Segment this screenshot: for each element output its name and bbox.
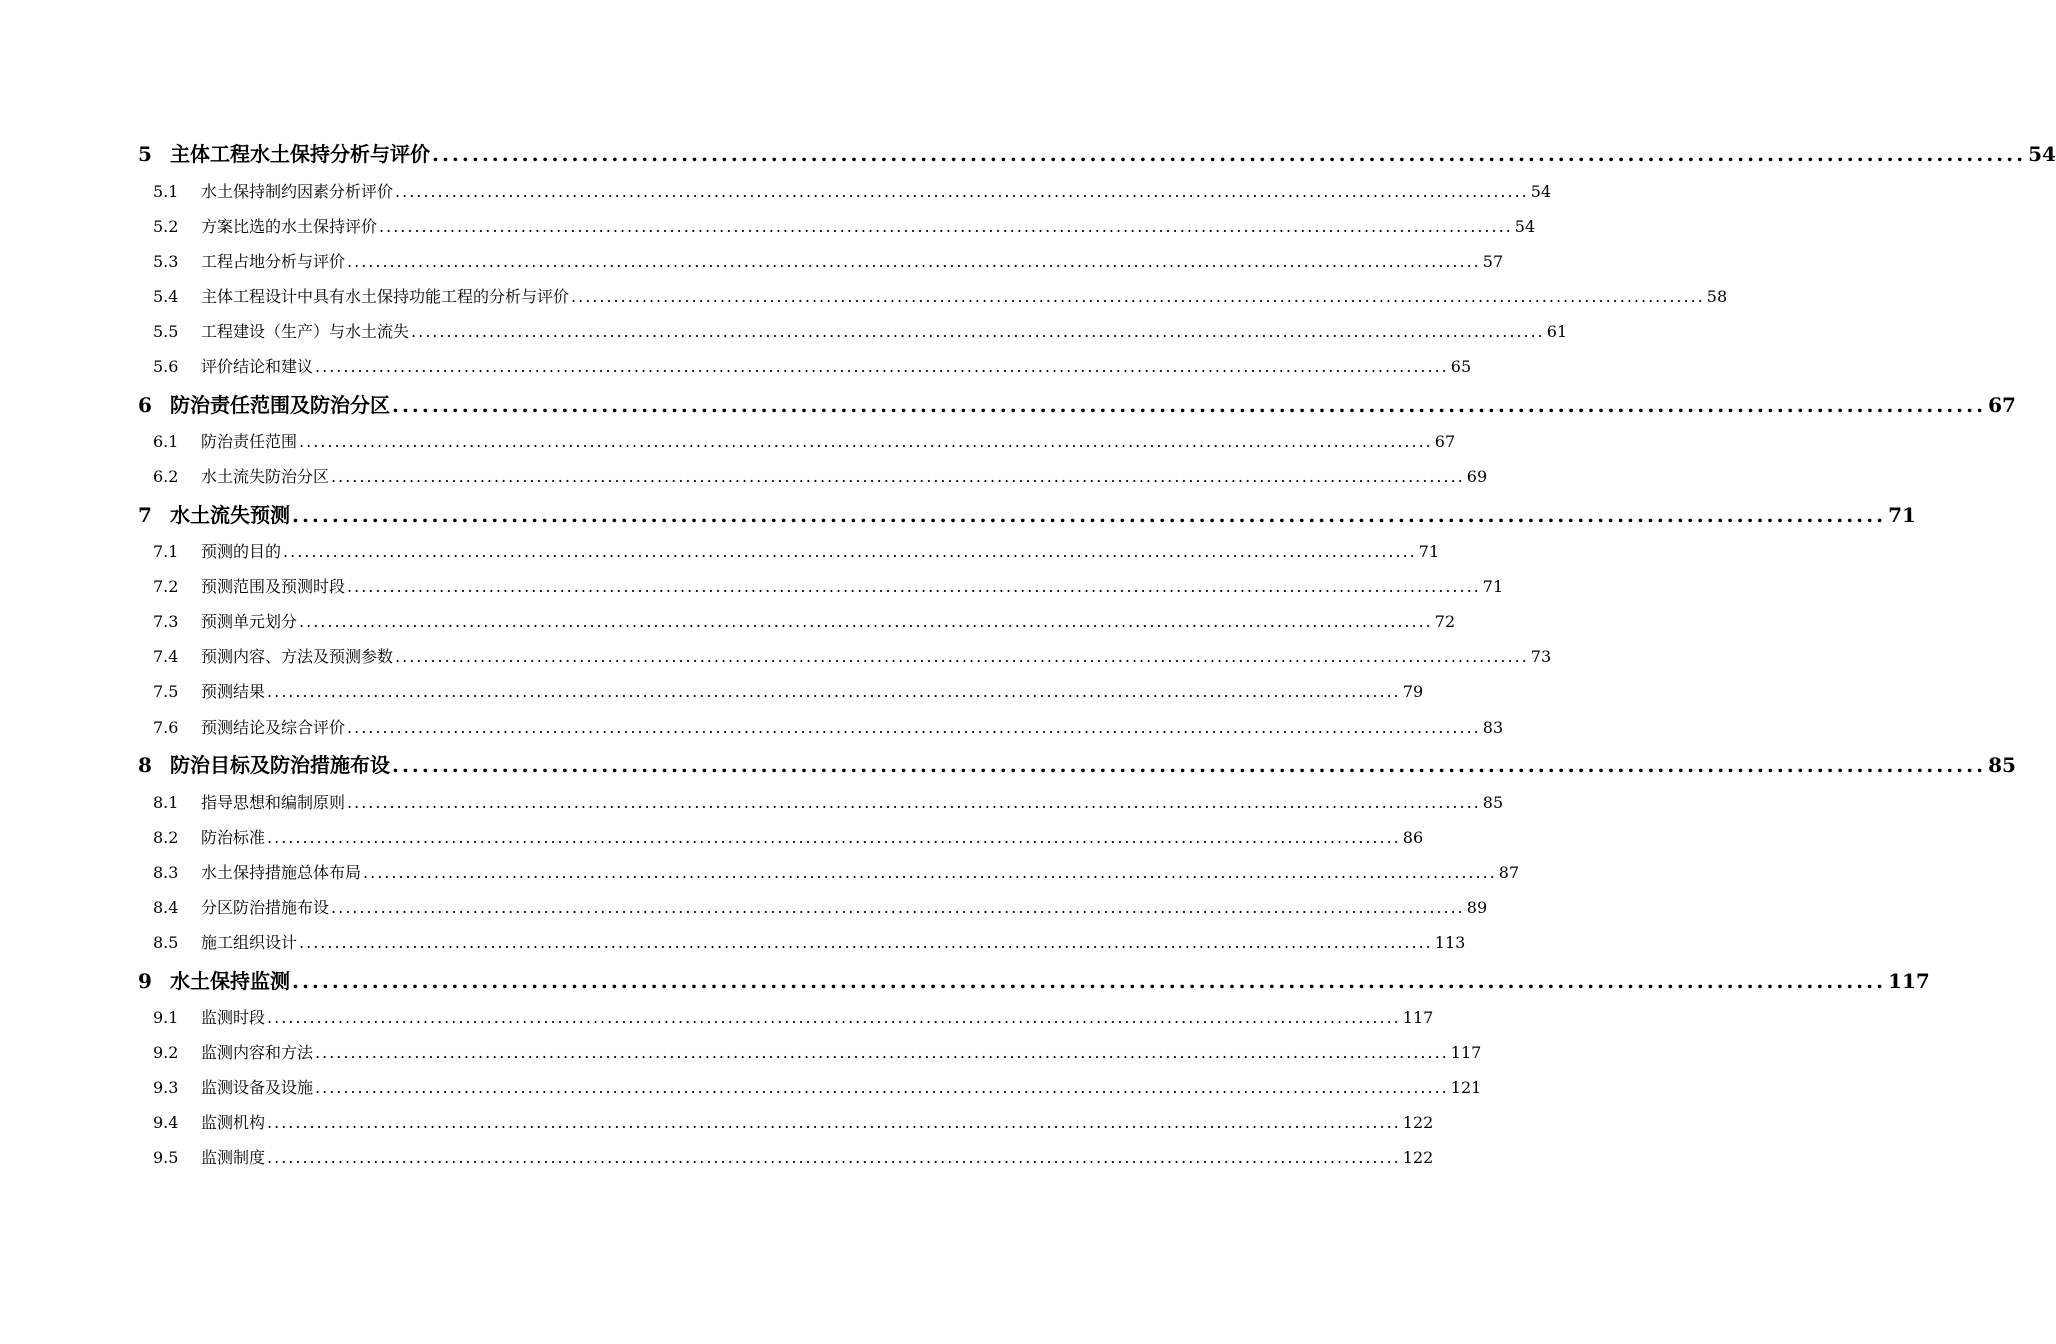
toc-section-entry[interactable] xyxy=(153,715,1504,741)
toc-section-entry[interactable] xyxy=(153,429,1456,455)
toc-entry-number: 9.5 xyxy=(153,1148,179,1167)
toc-entry-number: 8.2 xyxy=(153,828,179,847)
toc-chapter-entry[interactable] xyxy=(138,499,1916,529)
toc-entry-title: 指导思想和编制原则 xyxy=(201,793,346,812)
toc-dot-leader: ................................................................................................................................................................ xyxy=(347,793,1481,812)
toc-dot-leader: ................................................................................................................................................................ xyxy=(392,393,1987,417)
toc-entry-number: 7.6 xyxy=(153,718,179,737)
toc-entry-number: 5.4 xyxy=(153,287,179,306)
toc-section-entry[interactable] xyxy=(153,790,1504,816)
toc-entry-title: 主体工程设计中具有水土保持功能工程的分析与评价 xyxy=(201,287,570,306)
toc-section-entry[interactable] xyxy=(153,539,1440,565)
toc-dot-leader: ................................................................................................................................................................ xyxy=(292,503,1887,527)
toc-entry-number: 8.4 xyxy=(153,898,179,917)
toc-entry-number: 9.4 xyxy=(153,1113,179,1132)
toc-entry-title: 预测单元划分 xyxy=(201,612,298,631)
toc-page-number: 117 xyxy=(1450,1043,1482,1062)
toc-page-number: 121 xyxy=(1450,1078,1482,1097)
toc-entry-number: 5.1 xyxy=(153,182,179,201)
toc-page-number: 117 xyxy=(1888,969,1930,993)
toc-page-number: 71 xyxy=(1888,503,1916,527)
toc-page-number: 58 xyxy=(1706,287,1728,306)
toc-dot-leader: ................................................................................................................................................................ xyxy=(292,969,1887,993)
toc-entry-number: 6.2 xyxy=(153,467,179,486)
toc-chapter-entry[interactable] xyxy=(138,965,1930,995)
toc-dot-leader: ................................................................................................................................................................ xyxy=(395,182,1529,201)
toc-dot-leader: ................................................................................................................................................................ xyxy=(571,287,1705,306)
toc-chapter-entry[interactable] xyxy=(138,138,2056,168)
toc-dot-leader: ................................................................................................................................................................ xyxy=(267,1113,1401,1132)
toc-page-number: 85 xyxy=(1988,753,2016,777)
toc-dot-leader: ................................................................................................................................................................ xyxy=(379,217,1513,236)
toc-entry-number: 5.2 xyxy=(153,217,179,236)
toc-section-entry[interactable] xyxy=(153,860,1520,886)
toc-dot-leader: ................................................................................................................................................................ xyxy=(392,753,1987,777)
toc-section-entry[interactable] xyxy=(153,1040,1482,1066)
toc-page-number: 67 xyxy=(1434,432,1456,451)
toc-entry-title: 分区防治措施布设 xyxy=(201,898,330,917)
toc-entry-number: 6 xyxy=(138,393,152,417)
toc-page-number: 122 xyxy=(1402,1113,1434,1132)
toc-dot-leader: ................................................................................................................................................................ xyxy=(347,252,1481,271)
toc-section-entry[interactable] xyxy=(153,1005,1434,1031)
toc-entry-number: 7.3 xyxy=(153,612,179,631)
toc-dot-leader: ................................................................................................................................................................ xyxy=(315,1078,1449,1097)
toc-page-number: 54 xyxy=(1514,217,1536,236)
toc-dot-leader: ................................................................................................................................................................ xyxy=(395,647,1529,666)
toc-entry-title: 防治目标及防治措施布设 xyxy=(170,753,390,777)
toc-section-entry[interactable] xyxy=(153,214,1536,240)
toc-page-number: 83 xyxy=(1482,718,1504,737)
toc-entry-title: 水土保持监测 xyxy=(170,969,290,993)
toc-entry-number: 5.5 xyxy=(153,322,179,341)
toc-entry-title: 防治责任范围 xyxy=(201,432,298,451)
toc-chapter-entry[interactable] xyxy=(138,749,2016,779)
toc-entry-number: 9 xyxy=(138,969,152,993)
toc-entry-number: 7.4 xyxy=(153,647,179,666)
toc-section-entry[interactable] xyxy=(153,825,1424,851)
toc-dot-leader: ................................................................................................................................................................ xyxy=(267,1148,1401,1167)
toc-dot-leader: ................................................................................................................................................................ xyxy=(347,577,1481,596)
toc-page-number: 85 xyxy=(1482,793,1504,812)
toc-entry-title: 监测机构 xyxy=(201,1113,266,1132)
toc-entry-title: 预测的目的 xyxy=(201,542,282,561)
toc-section-entry[interactable] xyxy=(153,679,1424,705)
toc-section-entry[interactable] xyxy=(153,249,1504,275)
toc-entry-title: 防治标准 xyxy=(201,828,266,847)
toc-dot-leader: ................................................................................................................................................................ xyxy=(315,1043,1449,1062)
toc-entry-title: 预测结论及综合评价 xyxy=(201,718,346,737)
toc-page-number: 54 xyxy=(2028,142,2056,166)
toc-section-entry[interactable] xyxy=(153,1145,1434,1171)
toc-dot-leader: ................................................................................................................................................................ xyxy=(299,933,1433,952)
toc-dot-leader: ................................................................................................................................................................ xyxy=(299,432,1433,451)
toc-page-number: 79 xyxy=(1402,682,1424,701)
toc-entry-title: 水土流失防治分区 xyxy=(201,467,330,486)
toc-page-number: 67 xyxy=(1988,393,2016,417)
toc-dot-leader: ................................................................................................................................................................ xyxy=(299,612,1433,631)
toc-entry-number: 8.5 xyxy=(153,933,179,952)
toc-section-entry[interactable] xyxy=(153,1075,1482,1101)
toc-page-number: 89 xyxy=(1466,898,1488,917)
toc-entry-number: 8.1 xyxy=(153,793,179,812)
toc-page-number: 122 xyxy=(1402,1148,1434,1167)
toc-entry-title: 工程建设（生产）与水土流失 xyxy=(201,322,410,341)
toc-section-entry[interactable] xyxy=(153,464,1488,490)
toc-section-entry[interactable] xyxy=(153,644,1552,670)
toc-entry-number: 7 xyxy=(138,503,152,527)
toc-entry-title: 监测内容和方法 xyxy=(201,1043,314,1062)
toc-section-entry[interactable] xyxy=(153,895,1488,921)
toc-dot-leader: ................................................................................................................................................................ xyxy=(347,718,1481,737)
toc-dot-leader: ................................................................................................................................................................ xyxy=(315,357,1449,376)
toc-entry-title: 主体工程水土保持分析与评价 xyxy=(170,142,430,166)
toc-page-number: 73 xyxy=(1530,647,1552,666)
toc-dot-leader: ................................................................................................................................................................ xyxy=(432,142,2027,166)
toc-entry-title: 施工组织设计 xyxy=(201,933,298,952)
toc-page-number: 86 xyxy=(1402,828,1424,847)
toc-entry-title: 方案比选的水土保持评价 xyxy=(201,217,378,236)
toc-section-entry[interactable] xyxy=(153,930,1466,956)
toc-entry-title: 水土保持制约因素分析评价 xyxy=(201,182,394,201)
toc-entry-number: 9.2 xyxy=(153,1043,179,1062)
toc-entry-number: 5.6 xyxy=(153,357,179,376)
toc-section-entry[interactable] xyxy=(153,179,1552,205)
toc-page-number: 71 xyxy=(1418,542,1440,561)
toc-entry-title: 评价结论和建议 xyxy=(201,357,314,376)
toc-page-number: 117 xyxy=(1402,1008,1434,1027)
toc-page-number: 69 xyxy=(1466,467,1488,486)
toc-entry-title: 监测时段 xyxy=(201,1008,266,1027)
toc-entry-number: 5 xyxy=(138,142,152,166)
toc-page-number: 71 xyxy=(1482,577,1504,596)
toc-entry-number: 9.3 xyxy=(153,1078,179,1097)
toc-dot-leader: ................................................................................................................................................................ xyxy=(267,682,1401,701)
toc-dot-leader: ................................................................................................................................................................ xyxy=(267,1008,1401,1027)
toc-section-entry[interactable] xyxy=(153,574,1504,600)
toc-dot-leader: ................................................................................................................................................................ xyxy=(331,898,1465,917)
toc-entry-title: 预测范围及预测时段 xyxy=(201,577,346,596)
toc-page-number: 54 xyxy=(1530,182,1552,201)
toc-page-number: 87 xyxy=(1498,863,1520,882)
toc-section-entry[interactable] xyxy=(153,1110,1434,1136)
toc-entry-number: 9.1 xyxy=(153,1008,179,1027)
toc-chapter-entry[interactable] xyxy=(138,389,2016,419)
toc-entry-title: 预测内容、方法及预测参数 xyxy=(201,647,394,666)
toc-dot-leader: ................................................................................................................................................................ xyxy=(363,863,1497,882)
toc-entry-number: 5.3 xyxy=(153,252,179,271)
toc-page-number: 61 xyxy=(1546,322,1568,341)
toc-dot-leader: ................................................................................................................................................................ xyxy=(411,322,1545,341)
toc-section-entry[interactable] xyxy=(153,609,1456,635)
toc-entry-number: 6.1 xyxy=(153,432,179,451)
toc-entry-title: 监测制度 xyxy=(201,1148,266,1167)
toc-dot-leader: ................................................................................................................................................................ xyxy=(267,828,1401,847)
toc-section-entry[interactable] xyxy=(153,284,1728,310)
toc-entry-title: 水土流失预测 xyxy=(170,503,290,527)
toc-entry-number: 7.5 xyxy=(153,682,179,701)
toc-entry-number: 7.1 xyxy=(153,542,179,561)
toc-entry-title: 工程占地分析与评价 xyxy=(201,252,346,271)
toc-section-entry[interactable] xyxy=(153,319,1568,345)
toc-entry-number: 8.3 xyxy=(153,863,179,882)
toc-entry-title: 水土保持措施总体布局 xyxy=(201,863,362,882)
toc-page-number: 113 xyxy=(1434,933,1466,952)
toc-page-number: 72 xyxy=(1434,612,1456,631)
toc-entry-number: 8 xyxy=(138,753,152,777)
toc-section-entry[interactable] xyxy=(153,354,1472,380)
toc-dot-leader: ................................................................................................................................................................ xyxy=(331,467,1465,486)
toc-dot-leader: ................................................................................................................................................................ xyxy=(283,542,1417,561)
toc-page-number: 57 xyxy=(1482,252,1504,271)
toc-entry-title: 监测设备及设施 xyxy=(201,1078,314,1097)
toc-entry-number: 7.2 xyxy=(153,577,179,596)
toc-entry-title: 防治责任范围及防治分区 xyxy=(170,393,390,417)
toc-page-number: 65 xyxy=(1450,357,1472,376)
toc-entry-title: 预测结果 xyxy=(201,682,266,701)
